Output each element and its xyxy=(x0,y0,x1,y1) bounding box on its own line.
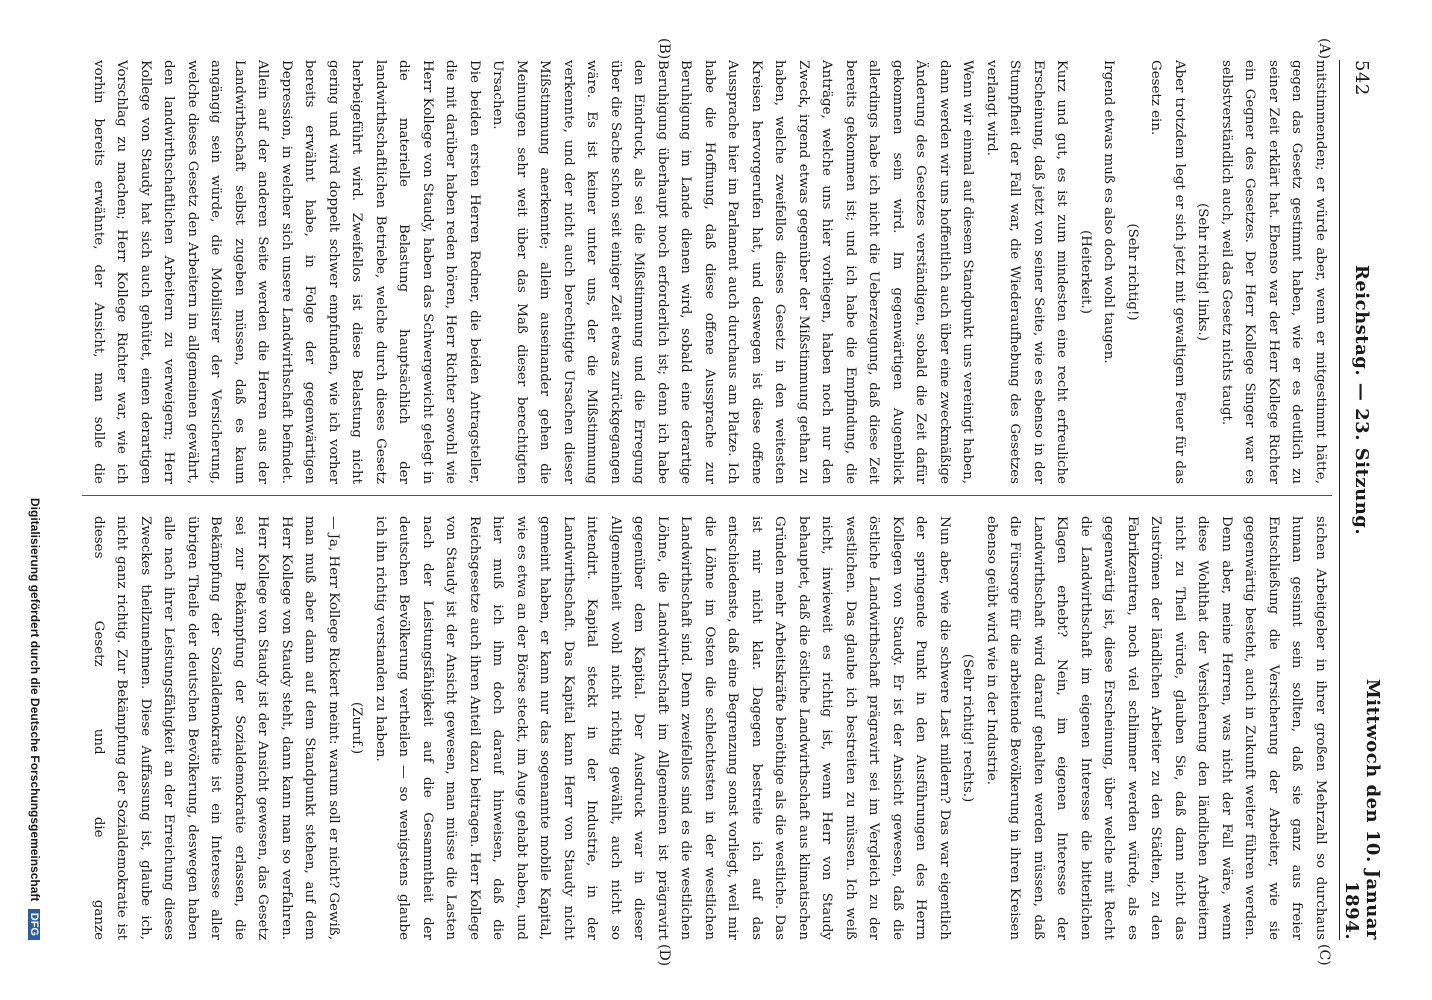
right-column xyxy=(82,516,1332,940)
column-divider xyxy=(82,495,1332,496)
margin-mark-c: (C) xyxy=(1316,944,1332,966)
paragraph: Die beiden ersten Herren Redner, die beiden Antragsteller, die mit darüber haben reden hören, Herr Richter sowohl wie Herr Kollege von Staudy, haben das Schwergewicht gelegt in die materielle Belastung hauptsächlich der landwirthschaftlichen Betriebe, welche durch dieses Gesetz herbeigeführt wird. Zweifellos ist diese Belastung nicht gering und wird doppelt schwer empfunden, wie ich vorher bereits erwähnt habe, in Folge der gegenwärtigen Depression, in welcher sich unsere Landwirthschaft befindet. Allein auf der anderen Seite werden die Herren aus der Landwirthschaft selbst zugeben müssen, daß es kaum angängig sein würde, die Mobilisirer der Versicherung, welche dieses Gesetz den Arbeitern im allgemeinen gewährt, den landwirthschaftlichen Arbeitern zu verweigern; Herr Kollege von Staudy hat sich auch gehütet, einen derartigen Vorschlag zu machen; Herr Kollege Richter war, wie ich vorhin bereits erwähnte, der Ansicht, man solle die xyxy=(91,60,482,484)
interjection: (Sehr richtig! links.) xyxy=(1195,203,1211,341)
paragraph: sichen Arbeitgeber in ihrer großen Mehrzahl so durchaus human gesinnt sein sollten, daß sie ganz aus freier Entschließung die Versicherung der Arbeiter, wie sie gegenwärtig besteht, auch in Zukunft weiter führen werden. Denn aber, meine Herren, was nicht der Fall wäre, wenn diese Wohlthat der Versicherung den ländlichen Arbeitern nicht zu Theil würde, glauben Sie, daß dann nicht das Zuströmen der ländlichen Arbeiter zu den Städten, zu den Fabrikzentren, noch viel schlimmer werden würde, als es gegenwärtig ist, diese Erscheinung, über welche mit Recht die Landwirthschaft im eigenen Interesse die bitterlichen Klagen erhebt? Nein, im eigenen Interesse der Landwirthschaft wird darauf gehalten werden müssen, daß die Fürsorge für die arbeitende Bevölkerung in ihren Kreisen ebenso geübt wird wie in der Industrie. xyxy=(984,516,1328,940)
date-label: Mittwoch den 10. Januar 1894. xyxy=(1341,678,1383,940)
dfg-logo: DFG xyxy=(28,909,40,940)
digitization-footer xyxy=(28,60,42,940)
interjection: (Zuruf.) xyxy=(349,701,365,755)
margin-mark-a: (A) xyxy=(1316,38,1332,60)
page-number: 542 xyxy=(1351,60,1373,96)
paragraph: Kurz und gut, es ist zum mindesten eine recht erfreuliche Erscheinung, daß jetzt von seiner Seite, wie es ebenso in der Stumpfheit der Fall war, die Wiederaufhebung des Gesetzes verlangt wird. xyxy=(984,60,1070,484)
page-header xyxy=(1342,60,1382,940)
interjection: (Sehr richtig!) xyxy=(1125,223,1140,321)
paragraph: Wenn wir einmal auf diesem Standpunkt uns vereinigt haben, dann werden wir uns hoffentlich auch über eine zweckmäßige Änderung des Gesetzes verständigen, sobald die Zeit dafür gekommen sein wird. Im gegenwärtigen Augenblick allerdings habe ich nicht die Ueberzeugung, daß diese Zeit bereits gekommen ist; und ich habe die Empfindung, die Anträge, welche uns hier vorliegen, haben noch nur den Zweck, irgend etwas gegenüber der Mißstimmung gethan zu haben, welche zweifellos dieses Gesetz in den weitesten Kreisen hervorgerufen hat, und deswegen ist diese offene Aussprache hier im Parlament auch durchaus am Platze. Ich habe die Hoffnung, daß diese offene Aussprache zur Beruhigung im Lande dienen wird, sobald eine derartige Beruhigung überhaupt noch erforderlich ist; denn ich habe den Eindruck, als sei die Mißstimmung und die Erregung über die Sache schon seit einiger Zeit etwas zurückgegangen wäre. Es ist keiner unter uns, der die Mißstimmung verkennte, und der nicht auch berechtigte Ursachen dieser Mißstimmung anerkennte; allein auseinander gehen die Meinungen sehr weit über das Maß dieser berechtigten Ursachen. xyxy=(490,60,976,484)
digitization-note: Digitalisierung gefördert durch die Deutsche Forschungsgemeinschaft xyxy=(28,498,42,902)
header-rule xyxy=(1339,60,1340,940)
paragraph: Nun aber, wie die schwere Last mildern? Das war eigentlich der springende Punkt in den Ausführungen des Herrn Kollegen von Staudy. Er ist der Ansicht gewesen, daß die östliche Landwirthschaft prägravirt sei im Vergleich zu der westlichen. Das glaube ich bestreiten zu müssen. Ich weiß nicht, inwieweit es richtig ist, wenn Herr von Staudy behauptet, daß die östliche Landwirthschaft aus klimatischen Gründen mehr Arbeitskräfte benöthige als die westliche. Das ist mir nicht klar. Dagegen bestreite ich auf das entschiedenste, daß eine Begrenzung sonst vorliegt, weil mir die Löhne im Osten die schlechtesten in der westlichen Landwirthschaft sind. Denn zweifellos sind es die westlichen Löhne, die Landwirthschaft im Allgemeinen ist prägravirt gegenüber dem Kapital. Der Ausdruck war in dieser Allgemeinheit wohl nicht richtig gewählt, auch nicht so intendirt. Kapital steckt in der Industrie, in der Landwirthschaft. Das Kapital kann Herr von Staudy nicht gemeint haben, er kann nur das sogenannte mobile Kapital, wie es etwa an der Börse steckt, im Auge gehabt haben, und hier muß ich ihm doch darauf hinweisen, daß die Reichsgesetze auch ihren Anteil dazu beitragen. Herr Kollege von Staudy ist der Ansicht gewesen, man müsse die Lasten nach der Leistungsfähigkeit auf die Gesammtheit der deutschen Bevölkerung vertheilen — so wenigstens glaube ich ihn richtig verstanden zu haben. xyxy=(373,516,952,940)
paragraph: — Ja, Herr Kollege Rickert meint: warum soll er nicht? Gewiß, man muß aber dann auf dem Standpunkt stehen, auf dem Herr Kollege von Staudy steht, dann kann man so verfahren. Herr Kollege von Staudy ist der Ansicht gewesen, das Gesetz sei zur Bekämpfung der Sozialdemokratie erlassen, die Bekämpfung der Sozialdemokratie ist ein Interesse aller übrigen Theile der deutschen Bevölkerung, deswegen haben alle nach ihrer Leistungsfähigkeit an der Erreichung dieses Zweckes theilzunehmen. Diese Auffassung ist, glaube ich, nicht ganz richtig. Zur Bekämpfung der Sozialdemokratie ist dieses Gesetz und die ganze xyxy=(91,516,341,940)
margin-mark-b: (B) xyxy=(656,38,672,60)
paragraph: Aber trotzdem legt er sich jetzt mit gewaltigem Feuer für das Gesetz ein. xyxy=(1148,60,1187,484)
left-column xyxy=(82,60,1332,484)
paragraph: Irgend etwas muß es also doch wohl taugen. xyxy=(1101,60,1117,364)
margin-mark-d: (D) xyxy=(656,944,672,967)
paragraph: mitstimmenden; er würde aber, wenn er mitgestimmt hätte, gegen das Gesetz gestimmt haben, wie er es deutlich zu seiner Zeit erklärt hat. Ebenso war der Herr Kollege Richter ein Gegner des Gesetzes. Der Herr Kollege Singer war es selbstverständlich auch, weil das Gesetz nichts taugt. xyxy=(1219,60,1328,484)
interjection: (Sehr richtig! rechts.) xyxy=(960,653,976,803)
session-label: Reichstag. — 23. Sitzung. xyxy=(1351,264,1373,536)
interjection: (Heiterkeit.) xyxy=(1078,230,1093,314)
